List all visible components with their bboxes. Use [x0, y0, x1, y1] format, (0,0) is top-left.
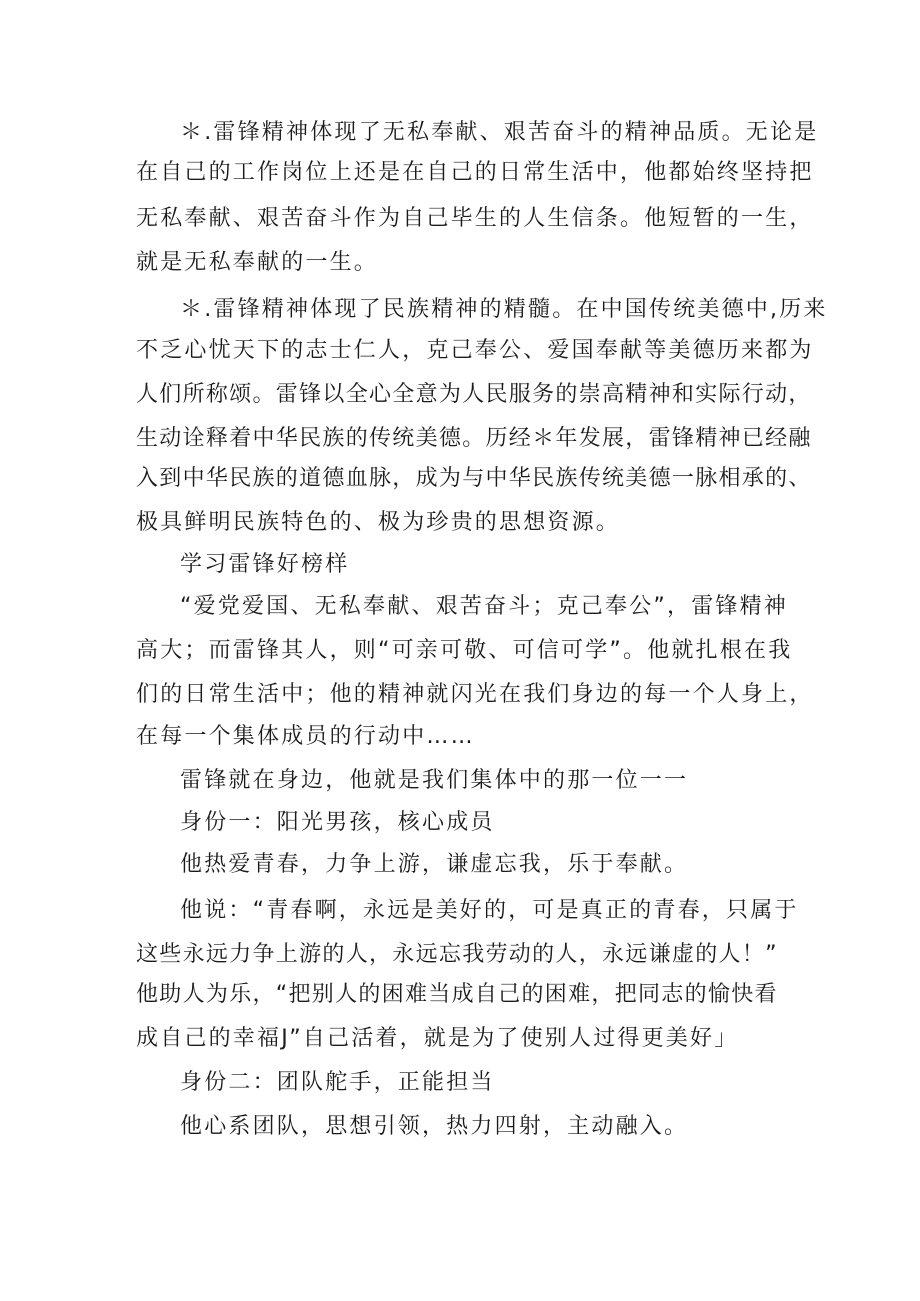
paragraph-line: ＊.雷锋精神体现了无私奉献、艰苦奋斗的精神品质。无论是: [180, 120, 819, 145]
identity-heading: 身份一：阳光男孩，核心成员: [180, 810, 495, 835]
paragraph-line: 生动诠释着中华民族的传统美德。历经＊年发展，雷锋精神已经融: [136, 426, 812, 451]
paragraph-line: 人们所称颂。雷锋以全心全意为人民服务的崇高精神和实际行动，: [136, 382, 812, 407]
paragraph-line: ＊.雷锋精神体现了民族精神的精髓。在中国传统美德中,历来: [180, 297, 828, 322]
paragraph-line: 极具鲜明民族特色的、极为珍贵的思想资源。: [136, 510, 621, 535]
paragraph-line: 在每一个集体成员的行动中……: [136, 724, 475, 749]
paragraph-line: 高大；而雷锋其人，则“可亲可敬、可信可学”。他就扎根在我: [136, 638, 793, 663]
paragraph-line: 他热爱青春，力争上游，谦虚忘我，乐于奉献。: [180, 852, 689, 877]
identity-heading: 身份二：团队舵手，正能担当: [180, 1070, 495, 1095]
paragraph-line: 雷锋就在身边，他就是我们集体中的那一位一一: [180, 768, 689, 793]
paragraph-line: 这些永远力争上游的人，永远忘我劳动的人，永远谦虚的人！”: [136, 942, 778, 967]
paragraph-line: 他心系团队，思想引领，热力四射，主动融入。: [180, 1114, 689, 1139]
paragraph-line: 就是无私奉献的一生。: [136, 250, 379, 275]
paragraph-line: 他助人为乐，“把别人的困难当成自己的困难，把同志的愉快看: [136, 982, 778, 1007]
paragraph-line: 他说：“青春啊，永远是美好的，可是真正的青春，只属于: [180, 898, 799, 923]
paragraph-line: 成自己的幸福J”自己活着，就是为了使别人过得更美好」: [136, 1026, 739, 1051]
paragraph-line: 们的日常生活中；他的精神就闪光在我们身边的每一个人身上，: [136, 682, 814, 707]
section-heading: 学习雷锋好榜样: [180, 552, 350, 577]
paragraph-line: 不乏心忧天下的志士仁人，克己奉公、爱国奉献等美德历来都为: [136, 338, 814, 363]
paragraph-line: “爱党爱国、无私奉献、艰苦奋斗；克己奉公”，雷锋精神: [180, 594, 788, 619]
paragraph-line: 在自己的工作岗位上还是在自己的日常生活中，他都始终坚持把: [136, 160, 814, 185]
paragraph-line: 入到中华民族的道德血脉，成为与中华民族传统美德一脉相承的、: [136, 466, 812, 491]
paragraph-line: 无私奉献、艰苦奋斗作为自己毕生的人生信条。他短暂的一生，: [136, 206, 814, 231]
